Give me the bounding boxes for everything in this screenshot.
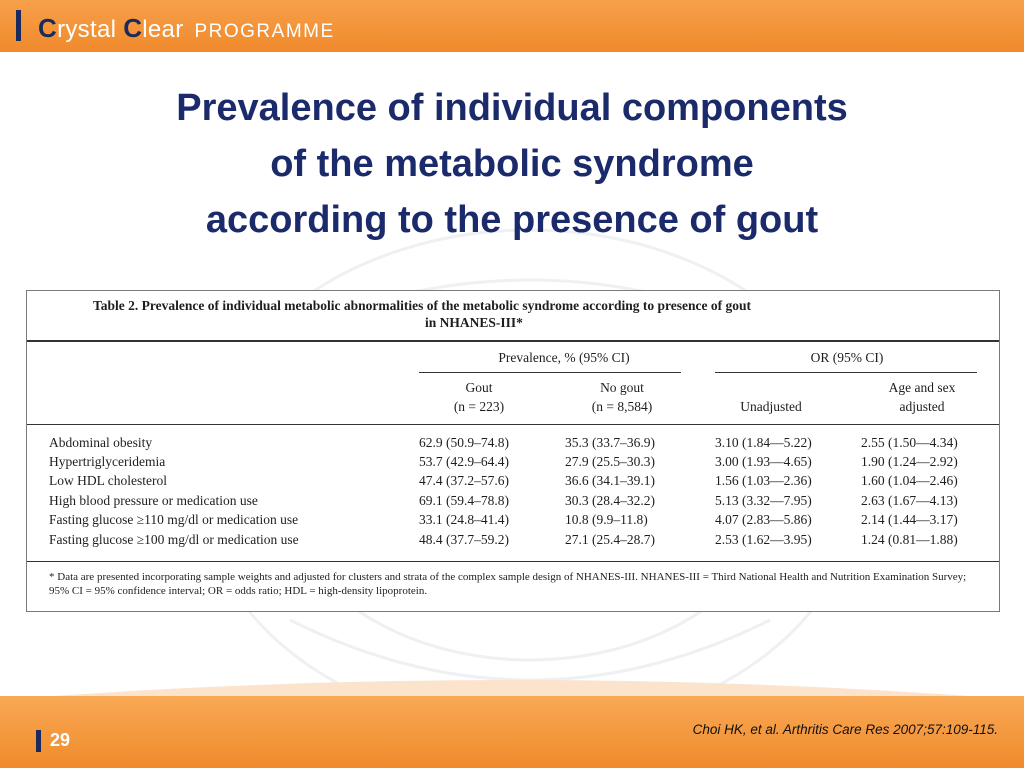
- cell-nogout: 27.9 (25.5–30.3): [565, 454, 655, 469]
- row-label: Fasting glucose ≥110 mg/dl or medication use: [49, 512, 299, 527]
- cell-gout: 33.1 (24.8–41.4): [419, 512, 509, 527]
- footnote-rule: [27, 561, 999, 562]
- caption-rule: [27, 340, 999, 342]
- brand-word1: rystal: [57, 16, 124, 43]
- group-header-or: OR (95% CI): [810, 350, 884, 365]
- brand-c1: C: [38, 13, 58, 43]
- cell-adjusted: 1.60 (1.04—2.46): [861, 473, 958, 488]
- page-number: 29: [50, 730, 71, 750]
- row-label: High blood pressure or medication use: [49, 493, 258, 508]
- footer-accent-bar: [36, 730, 41, 752]
- table-caption-line-1: Table 2. Prevalence of individual metabolic abnormalities of the metabolic syndrome according to presence of gout: [93, 298, 751, 313]
- cell-adjusted: 1.24 (0.81—1.88): [861, 532, 958, 547]
- title-line-2: of the metabolic syndrome: [270, 143, 754, 185]
- cell-unadjusted: 3.00 (1.93—4.65): [715, 454, 812, 469]
- col-gout-label: Gout: [465, 380, 493, 395]
- row-label: Abdominal obesity: [49, 435, 153, 450]
- header-band: [0, 0, 1024, 52]
- row-label: Hypertriglyceridemia: [49, 454, 166, 469]
- cell-nogout: 27.1 (25.4–28.7): [565, 532, 655, 547]
- cell-nogout: 30.3 (28.4–32.2): [565, 493, 655, 508]
- header-rule: [27, 424, 999, 425]
- brand-word2: lear: [142, 16, 184, 43]
- group-header-prevalence: Prevalence, % (95% CI): [498, 350, 630, 365]
- row-label: Low HDL cholesterol: [49, 473, 167, 488]
- header-accent-bar: [16, 10, 21, 41]
- col-nogout-n: (n = 8,584): [591, 399, 653, 414]
- cell-adjusted: 2.63 (1.67—4.13): [861, 493, 958, 508]
- cell-nogout: 36.6 (34.1–39.1): [565, 473, 655, 488]
- col-header-gout: [419, 378, 539, 416]
- data-table: [26, 290, 1000, 612]
- cell-gout: 53.7 (42.9–64.4): [419, 454, 509, 469]
- cell-gout: 48.4 (37.7–59.2): [419, 532, 509, 547]
- col-header-unadjusted: Unadjusted: [740, 399, 802, 414]
- citation: Choi HK, et al. Arthritis Care Res 2007;57:109-115.: [692, 722, 998, 737]
- cell-nogout: 35.3 (33.7–36.9): [565, 435, 655, 450]
- row-label: Fasting glucose ≥100 mg/dl or medication use: [49, 532, 299, 547]
- cell-nogout: 10.8 (9.9–11.8): [565, 512, 648, 527]
- col-nogout-label: No gout: [600, 380, 644, 395]
- brand-c2: C: [123, 13, 143, 43]
- title-line-3: according to the presence of gout: [205, 199, 819, 241]
- title-line-1: Prevalence of individual components: [176, 87, 848, 129]
- col-header-nogout: [557, 378, 687, 416]
- col-header-adjusted: [857, 378, 987, 416]
- table-caption-line-2: in NHANES-III*: [425, 315, 523, 330]
- col-adjusted-line-1: Age and sex: [888, 380, 956, 395]
- cell-adjusted: 1.90 (1.24—2.92): [861, 454, 958, 469]
- prevalence-underline: [419, 372, 681, 373]
- cell-unadjusted: 4.07 (2.83—5.86): [715, 512, 812, 527]
- slide-title: [20, 80, 1004, 248]
- cell-adjusted: 2.14 (1.44—3.17): [861, 512, 958, 527]
- brand-programme: PROGRAMME: [194, 21, 335, 42]
- cell-unadjusted: 2.53 (1.62—3.95): [715, 532, 812, 547]
- col-gout-n: (n = 223): [453, 399, 505, 414]
- cell-unadjusted: 3.10 (1.84—5.22): [715, 435, 812, 450]
- brand-logo: [38, 13, 335, 44]
- table-caption: [93, 297, 751, 331]
- cell-gout: 62.9 (50.9–74.8): [419, 435, 509, 450]
- col-adjusted-line-2: adjusted: [899, 399, 945, 414]
- cell-unadjusted: 5.13 (3.32—7.95): [715, 493, 812, 508]
- cell-unadjusted: 1.56 (1.03—2.36): [715, 473, 812, 488]
- table-footnote: * Data are presented incorporating sample weights and adjusted for clusters and strata of the complex sample design of NHANES-III. NHANES-III = Third National Health and Nutrition Examination Survey; 95% CI = 95% confidence interval; OR = odds ratio; HDL = high-density lipoprotein.: [49, 571, 967, 597]
- cell-adjusted: 2.55 (1.50—4.34): [861, 435, 958, 450]
- cell-gout: 47.4 (37.2–57.6): [419, 473, 509, 488]
- or-underline: [715, 372, 977, 373]
- cell-gout: 69.1 (59.4–78.8): [419, 493, 509, 508]
